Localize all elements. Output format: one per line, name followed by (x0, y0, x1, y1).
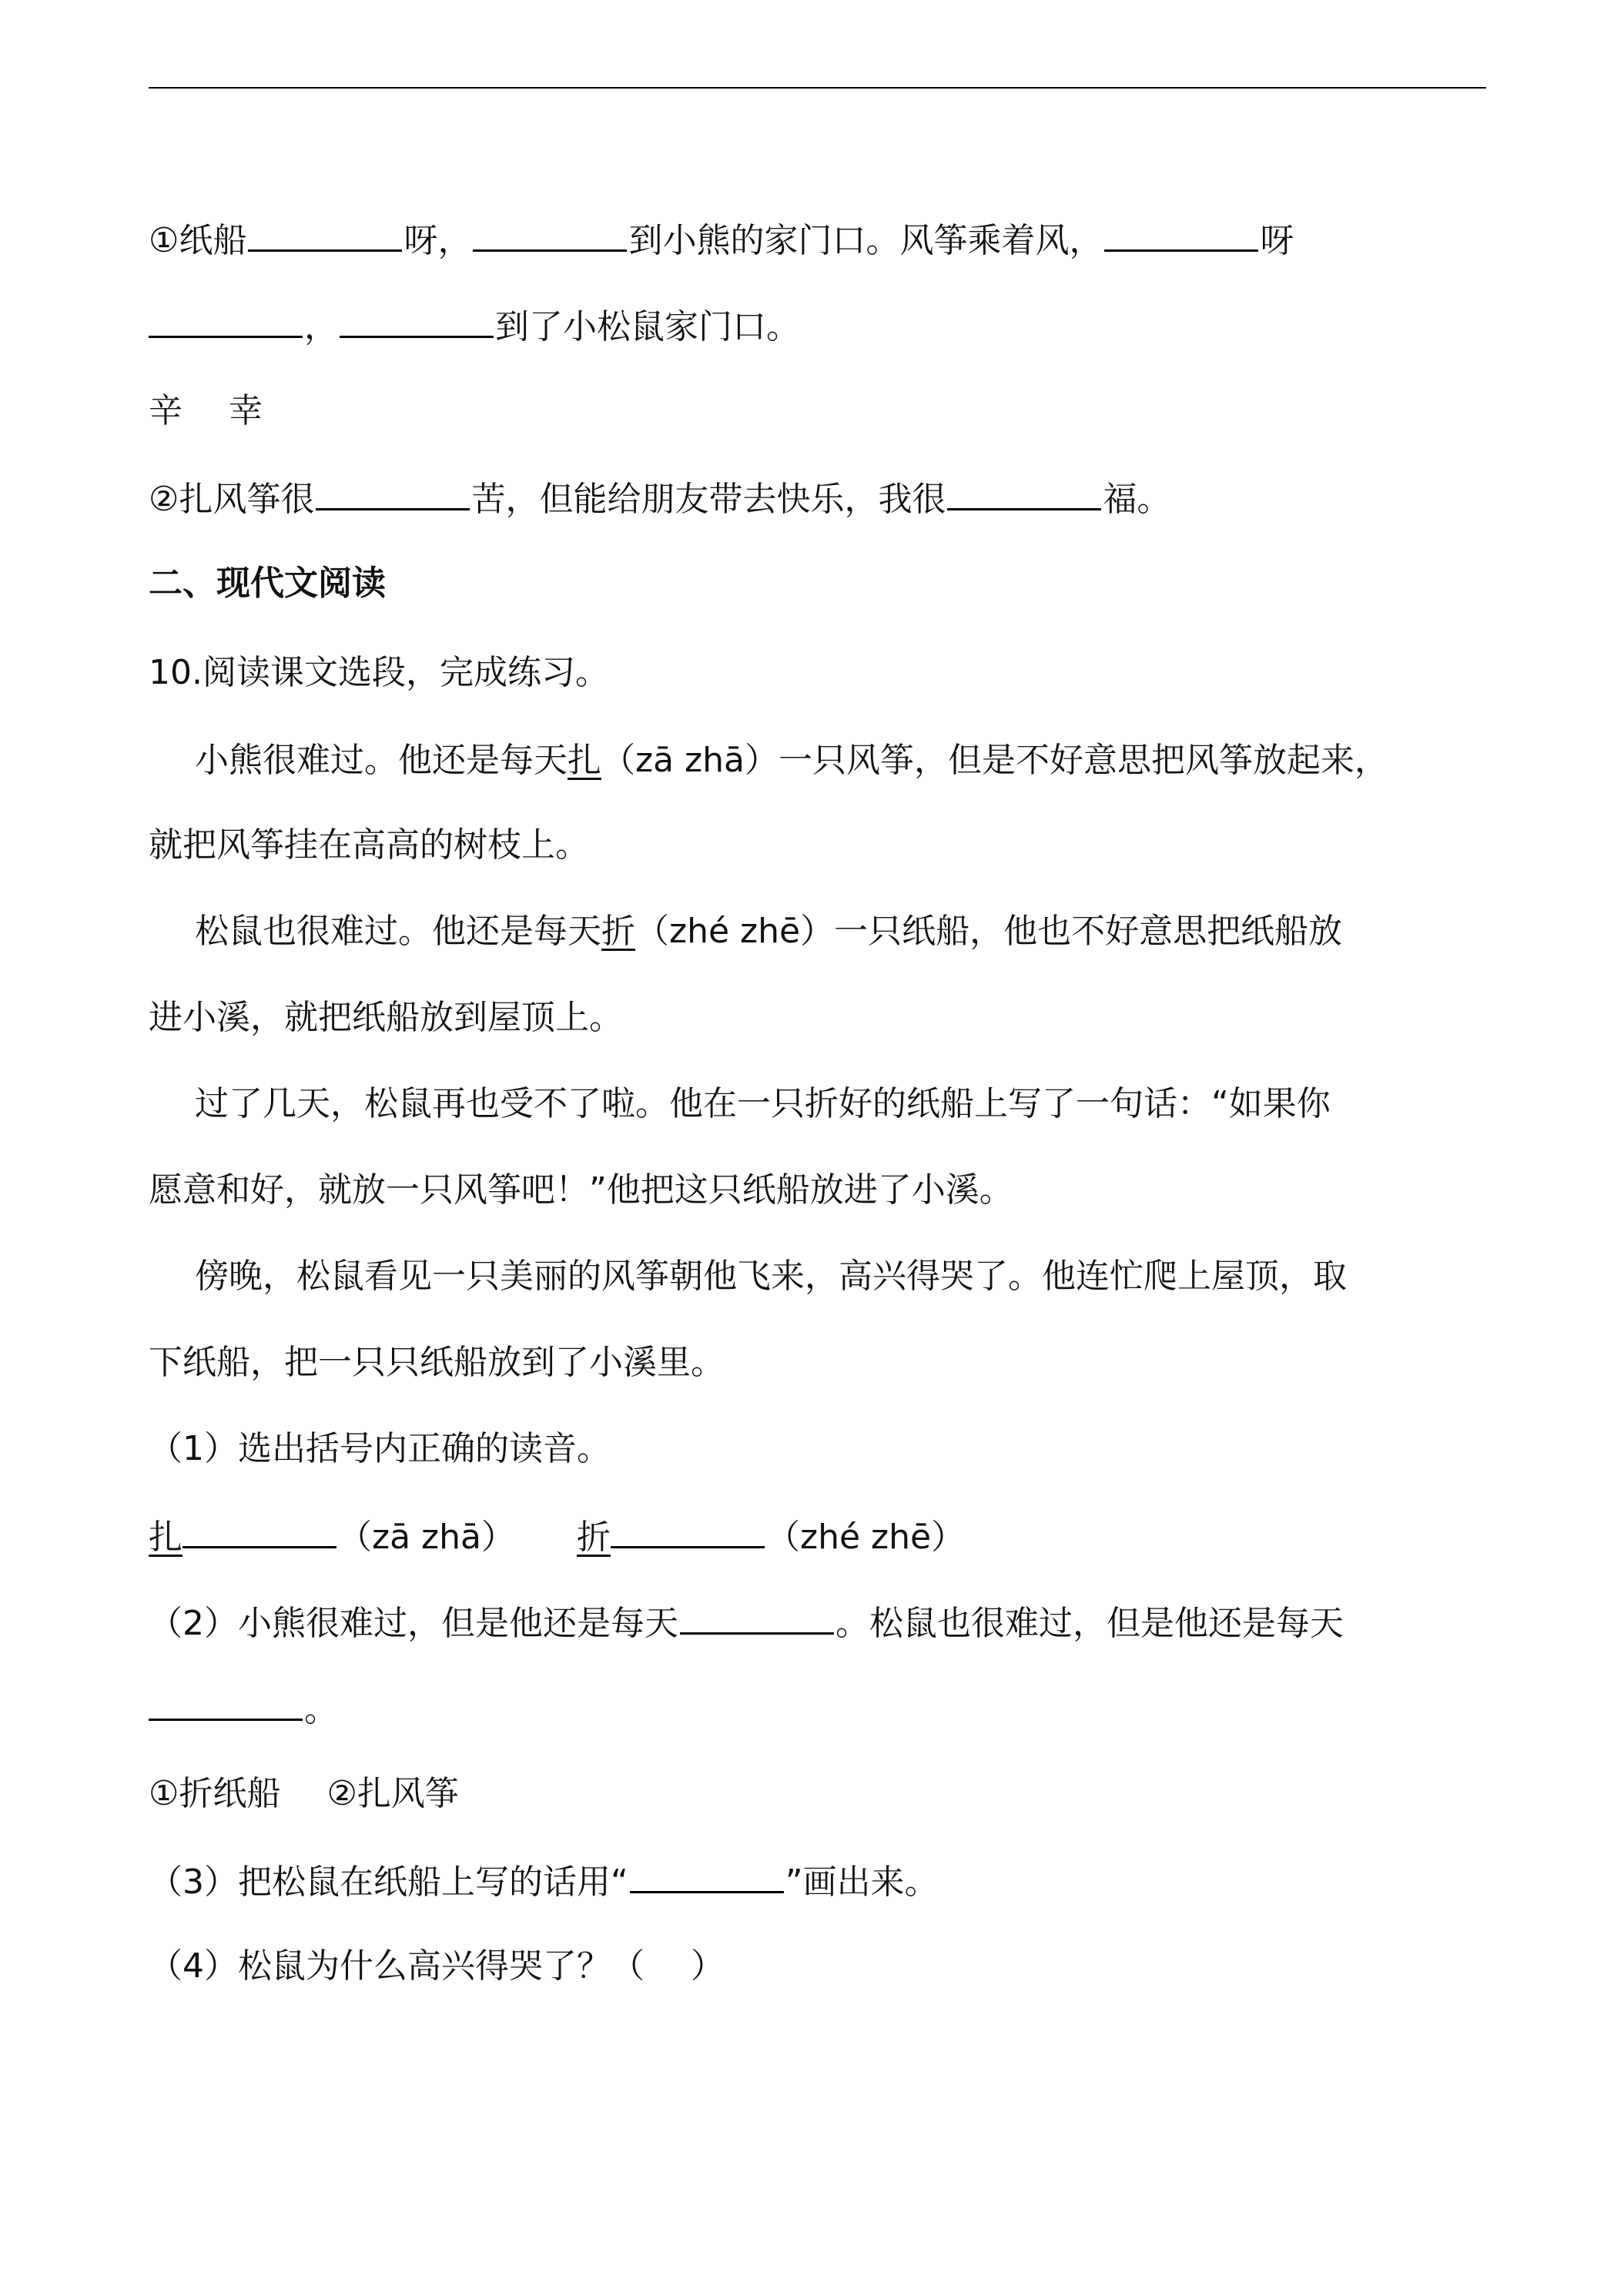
word-choices: 辛 幸 (149, 391, 263, 430)
sub-question-1-answers: 扎 （zā zhā） 折 （zhé zhē） (149, 1512, 965, 1558)
answer-blank[interactable] (630, 1857, 784, 1893)
answer-blank[interactable] (149, 302, 303, 338)
passage-p3-line1: 过了几天，松鼠再也受不了啦。他在一只折好的纸船上写了一句话：“如果你 (195, 1084, 1331, 1123)
passage-p2-line1: 松鼠也很难过。他还是每天折（zhé zhē）一只纸船，他也不好意思把纸船放 (195, 912, 1343, 951)
sub-question-4: （4）松鼠为什么高兴得哭了？（ ） (149, 1946, 725, 1986)
section-heading: 二、现代文阅读 (149, 564, 386, 603)
sub-question-2-line2: 。 (149, 1685, 338, 1731)
header-rule (149, 87, 1486, 89)
q9-1-line1: ①纸船 呀， 到小熊的家门口。风筝乘着风， 呀 (149, 216, 1294, 262)
circled-marker-2: ② (149, 480, 179, 519)
answer-blank[interactable] (182, 1512, 337, 1548)
circled-marker-1: ① (149, 221, 179, 260)
answer-blank[interactable] (611, 1512, 765, 1548)
sub-question-2-options: ①折纸船 ②扎风筝 (149, 1774, 459, 1813)
passage-p3-line2: 愿意和好，就放一只风筝吧！”他把这只纸船放进了小溪。 (149, 1170, 1013, 1210)
answer-blank[interactable] (1104, 216, 1258, 252)
answer-blank[interactable] (680, 1598, 834, 1635)
q9-2-line: ②扎风筝很 苦，但能给朋友带去快乐，我很 福。 (149, 474, 1170, 520)
answer-blank[interactable] (947, 474, 1101, 510)
passage-p1-line2: 就把风筝挂在高高的树枝上。 (149, 825, 589, 865)
answer-blank[interactable] (473, 216, 627, 252)
passage-p1-line1: 小熊很难过。他还是每天扎（zā zhā）一只风筝，但是不好意思把风筝放起来， (195, 741, 1388, 780)
sub-question-1: （1）选出括号内正确的读音。 (149, 1429, 611, 1468)
passage-p2-line2: 进小溪，就把纸船放到屋顶上。 (149, 998, 623, 1037)
q9-1-line2: ， 到了小松鼠家门口。 (149, 302, 800, 348)
answer-blank[interactable] (316, 474, 470, 510)
passage-p4-line2: 下纸船，把一只只纸船放到了小溪里。 (149, 1343, 725, 1382)
sub-question-3: （3）把松鼠在纸船上写的话用“ ”画出来。 (149, 1857, 939, 1903)
answer-blank[interactable] (340, 302, 494, 338)
passage-p4-line1: 傍晚，松鼠看见一只美丽的风筝朝他飞来，高兴得哭了。他连忙爬上屋顶，取 (195, 1257, 1347, 1296)
question-10-stem: 10.阅读课文选段，完成练习。 (149, 653, 609, 692)
answer-blank[interactable] (149, 1685, 303, 1721)
sub-question-2-line1: （2）小熊很难过，但是他还是每天 。松鼠也很难过，但是他还是每天 (149, 1598, 1344, 1645)
answer-blank[interactable] (248, 216, 402, 252)
